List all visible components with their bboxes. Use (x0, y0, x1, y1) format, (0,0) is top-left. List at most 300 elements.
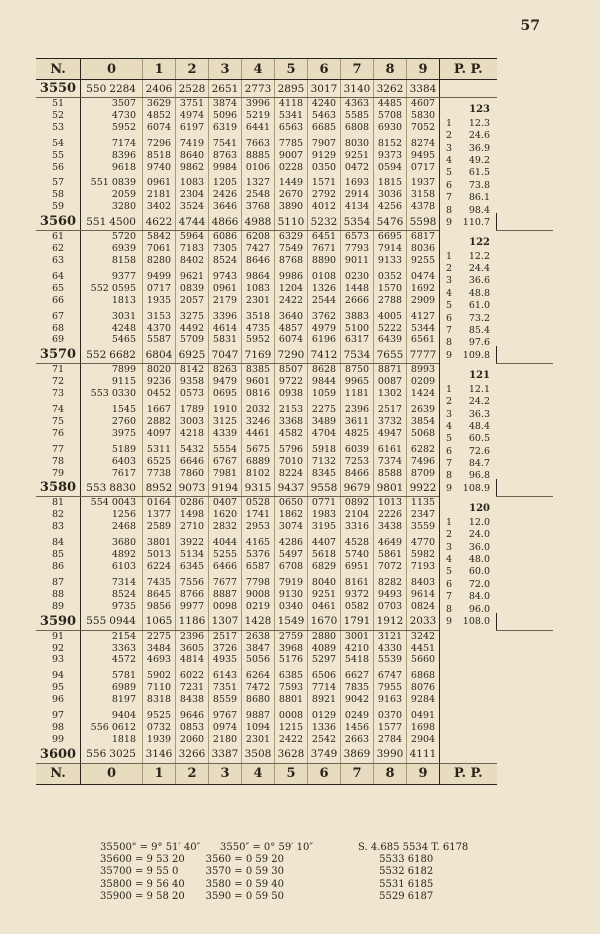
mantissa-cell: 2181 (143, 189, 176, 201)
mantissa-cell: 6022 (176, 666, 209, 682)
row-number: 59 (36, 201, 81, 213)
logarithm-table (36, 58, 553, 785)
pp-value: 36.3 (468, 408, 490, 420)
proportional-parts-cell (440, 231, 497, 364)
mantissa-cell: 2914 (341, 189, 374, 201)
mantissa-cell: 1791 (341, 613, 374, 631)
mantissa-cell: 4118 (275, 98, 308, 110)
mantissa-cell: 9965 (341, 376, 374, 388)
mantissa-cell: 9767 (209, 706, 242, 722)
pp-multiplier: 9 (446, 217, 453, 229)
mantissa-value: 7314 (111, 576, 136, 588)
pp-value: 60.0 (468, 566, 490, 578)
row-number: 61 (36, 231, 81, 243)
mantissa-cell: 0853 (176, 722, 209, 734)
mantissa-value: 0944 (109, 615, 136, 628)
mantissa-cell: 0974 (209, 722, 242, 734)
mantissa-cell: 8438 (176, 694, 209, 706)
mantissa-cell: 3968 (275, 643, 308, 655)
mantissa-cell: 1186 (176, 613, 209, 631)
mantissa-cell: 7132 (308, 456, 341, 468)
row-number: 68 (36, 323, 81, 335)
header-pp: P. P. (440, 59, 497, 80)
first-digit-cell (81, 666, 143, 682)
mantissa-cell: 4044 (209, 533, 242, 549)
pp-value: 86.1 (468, 192, 490, 204)
pp-value: 12.0 (468, 516, 490, 528)
mantissa-cell: 7231 (176, 682, 209, 694)
mantissa-cell: 7052 (407, 122, 440, 134)
pp-empty-cell (497, 346, 554, 364)
mantissa-cell: 2057 (176, 295, 209, 307)
mantissa-cell: 1181 (341, 388, 374, 400)
footer-line (100, 842, 520, 854)
first-digit-cell (81, 573, 143, 589)
mantissa-cell: 5297 (308, 654, 341, 666)
row-number: 51 (36, 98, 81, 110)
mantissa-prefix: 553 (90, 388, 109, 400)
row-number: 72 (36, 376, 81, 388)
mantissa-cell: 8871 (374, 364, 407, 376)
mantissa-cell: 7296 (143, 134, 176, 150)
pp-multiplier: 8 (446, 204, 453, 216)
mantissa-cell: 4979 (308, 323, 341, 335)
mantissa-cell: 5708 (374, 110, 407, 122)
mantissa-cell: 7556 (176, 573, 209, 589)
proportional-parts-block (446, 237, 496, 362)
mantissa-cell: 3629 (143, 98, 176, 110)
pp-empty-cell (440, 682, 497, 694)
first-digit-cell (81, 307, 143, 323)
mantissa-cell: 1327 (242, 173, 275, 189)
mantissa-cell: 5598 (407, 213, 440, 231)
mantissa-cell: 3316 (341, 521, 374, 533)
mantissa-cell: 2032 (242, 400, 275, 416)
first-digit-cell (81, 694, 143, 706)
mantissa-cell: 9621 (176, 267, 209, 283)
mantissa-cell: 9493 (374, 589, 407, 601)
mantissa-cell: 5675 (242, 440, 275, 456)
footer-line (100, 854, 520, 866)
header-digit: 4 (242, 59, 275, 80)
row-number: 3590 (36, 613, 81, 631)
mantissa-cell: 3646 (209, 201, 242, 213)
mantissa-value: 5465 (111, 334, 136, 346)
mantissa-cell: 6317 (341, 334, 374, 346)
mantissa-cell: 5344 (407, 323, 440, 335)
pp-empty-cell (440, 666, 497, 682)
pp-empty-cell (497, 213, 554, 231)
mantissa-cell: 7655 (374, 346, 407, 364)
table-row (36, 497, 553, 509)
row-number: 3600 (36, 746, 81, 764)
mantissa-value: 4500 (109, 215, 136, 228)
mantissa-cell: 7785 (275, 134, 308, 150)
mantissa-cell: 9558 (308, 479, 341, 497)
mantissa-cell: 3262 (374, 80, 407, 98)
s-t-values: 5533 6180 (379, 854, 434, 866)
mantissa-cell: 0528 (242, 497, 275, 509)
pp-empty-cell (440, 734, 497, 746)
mantissa-cell: 2953 (242, 521, 275, 533)
mantissa-cell: 7593 (275, 682, 308, 694)
mantissa-cell: 8280 (143, 255, 176, 267)
mantissa-cell: 0286 (176, 497, 209, 509)
mantissa-cell: 7955 (374, 682, 407, 694)
mantissa-cell: 6086 (209, 231, 242, 243)
pp-row (446, 205, 496, 217)
pp-value: 96.0 (468, 603, 490, 615)
mantissa-cell: 5110 (275, 213, 308, 231)
mantissa-prefix: 550 (86, 82, 107, 95)
first-digit-cell (81, 479, 143, 497)
mantissa-cell: 1983 (308, 509, 341, 521)
pp-row (446, 470, 496, 482)
mantissa-prefix: 551 (90, 177, 109, 189)
arc-seconds-value: 35700 = 9 55 0 (100, 866, 179, 878)
mantissa-cell: 9499 (143, 267, 176, 283)
mantissa-cell: 4744 (176, 213, 209, 231)
mantissa-cell: 7541 (209, 134, 242, 150)
mantissa-cell: 2517 (374, 400, 407, 416)
pp-row (446, 180, 496, 192)
mantissa-cell: 7290 (275, 346, 308, 364)
row-number: 52 (36, 110, 81, 122)
mantissa-cell: 2710 (176, 521, 209, 533)
mantissa-cell: 0350 (308, 162, 341, 174)
pp-multiplier: 4 (446, 420, 453, 432)
pp-value: 60.5 (468, 433, 490, 445)
mantissa-value: 0330 (111, 388, 136, 400)
mantissa-cell: 4286 (275, 533, 308, 549)
mantissa-cell: 0732 (143, 722, 176, 734)
row-number: 92 (36, 643, 81, 655)
mantissa-cell: 3751 (176, 98, 209, 110)
mantissa-cell: 8274 (407, 134, 440, 150)
mantissa-cell: 6708 (275, 561, 308, 573)
first-digit-cell (81, 283, 143, 295)
pp-multiplier: 1 (446, 250, 453, 262)
mantissa-cell: 2226 (374, 509, 407, 521)
pp-row (446, 325, 496, 337)
mantissa-cell: 3001 (341, 630, 374, 642)
mantissa-cell: 4461 (242, 428, 275, 440)
first-digit-cell (81, 630, 143, 642)
mantissa-cell: 7253 (341, 456, 374, 468)
mantissa-cell: 1549 (275, 613, 308, 631)
first-digit-cell (81, 601, 143, 613)
first-digit-cell (81, 613, 143, 631)
pp-value: 61.5 (468, 167, 490, 179)
pp-multiplier: 6 (446, 312, 453, 324)
pp-difference: 122 (469, 236, 490, 248)
row-number: 82 (36, 509, 81, 521)
mantissa-cell: 1059 (308, 388, 341, 400)
mantissa-cell: 9614 (407, 589, 440, 601)
mantissa-cell: 7793 (341, 243, 374, 255)
mantissa-cell: 9722 (275, 376, 308, 388)
mantissa-cell: 1698 (407, 722, 440, 734)
pp-multiplier: 6 (446, 445, 453, 457)
mantissa-value: 5952 (111, 121, 136, 133)
mantissa-cell: 2904 (407, 734, 440, 746)
mantissa-cell: 4330 (374, 643, 407, 655)
mantissa-cell: 3854 (407, 416, 440, 428)
mantissa-cell: 1424 (407, 388, 440, 400)
first-digit-cell (81, 173, 143, 189)
row-number: 58 (36, 189, 81, 201)
mantissa-cell: 9437 (275, 479, 308, 497)
mantissa-prefix: 556 (86, 748, 107, 761)
first-digit-cell (81, 746, 143, 764)
mantissa-cell: 6506 (308, 666, 341, 682)
mantissa-cell: 0771 (308, 497, 341, 509)
mantissa-cell: 1302 (374, 388, 407, 400)
mantissa-cell: 5587 (143, 334, 176, 346)
mantissa-cell: 1862 (275, 509, 308, 521)
mantissa-cell: 1692 (407, 283, 440, 295)
mantissa-cell: 4111 (407, 746, 440, 764)
mantissa-cell: 4218 (176, 428, 209, 440)
mantissa-cell: 6441 (242, 122, 275, 134)
footer-digit: 0 (81, 763, 143, 784)
mantissa-cell: 6074 (143, 122, 176, 134)
pp-value: 108.9 (462, 482, 490, 494)
mantissa-cell: 3121 (374, 630, 407, 642)
first-digit-cell (81, 213, 143, 231)
mantissa-cell: 2396 (176, 630, 209, 642)
row-number: 3560 (36, 213, 81, 231)
mantissa-cell: 4240 (308, 98, 341, 110)
mantissa-cell: 5497 (275, 549, 308, 561)
mantissa-cell: 7374 (374, 456, 407, 468)
mantissa-cell: 0209 (407, 376, 440, 388)
mantissa-cell: 3890 (275, 201, 308, 213)
mantissa-cell: 6804 (143, 346, 176, 364)
pp-multiplier: 3 (446, 541, 453, 553)
pp-empty-cell (440, 722, 497, 734)
row-number: 65 (36, 283, 81, 295)
mantissa-cell: 8385 (242, 364, 275, 376)
row-number: 66 (36, 295, 81, 307)
mantissa-cell: 3996 (242, 98, 275, 110)
mantissa-cell: 2544 (308, 295, 341, 307)
mantissa-cell: 8993 (407, 364, 440, 376)
mantissa-cell: 1456 (341, 722, 374, 734)
mantissa-cell: 8345 (308, 468, 341, 480)
mantissa-cell: 2528 (176, 80, 209, 98)
mantissa-cell: 9194 (209, 479, 242, 497)
mantissa-cell: 1307 (209, 613, 242, 631)
mantissa-value: 0612 (111, 721, 136, 733)
pp-value: 98.4 (468, 204, 490, 216)
footer-digit: 6 (308, 763, 341, 784)
mantissa-cell: 8952 (143, 479, 176, 497)
mantissa-cell: 9977 (176, 601, 209, 613)
mantissa-cell: 8224 (275, 468, 308, 480)
pp-row (446, 192, 496, 204)
mantissa-cell: 1620 (209, 509, 242, 521)
pp-empty-cell (440, 654, 497, 666)
mantissa-value: 4730 (111, 109, 136, 121)
pp-row (446, 566, 496, 578)
mantissa-value: 2284 (109, 82, 136, 95)
mantissa-value: 6103 (111, 561, 136, 572)
mantissa-cell: 3125 (209, 416, 242, 428)
mantissa-cell: 5013 (143, 549, 176, 561)
mantissa-cell: 6208 (242, 231, 275, 243)
mantissa-cell: 9236 (143, 376, 176, 388)
mantissa-cell: 8040 (308, 573, 341, 589)
mantissa-cell: 6039 (341, 440, 374, 456)
mantissa-cell: 2179 (209, 295, 242, 307)
mantissa-cell: 3732 (374, 416, 407, 428)
mantissa-value: 2059 (111, 189, 136, 201)
pp-empty-cell (440, 694, 497, 706)
mantissa-cell: 9133 (374, 255, 407, 267)
pp-value: 84.7 (468, 458, 490, 470)
mantissa-cell: 4649 (374, 533, 407, 549)
proportional-parts-cell (440, 497, 497, 630)
mantissa-cell: 2670 (275, 189, 308, 201)
mantissa-cell: 6525 (143, 456, 176, 468)
pp-row (446, 421, 496, 433)
mantissa-cell: 9801 (374, 479, 407, 497)
mantissa-cell: 6627 (341, 666, 374, 682)
pp-row (446, 446, 496, 458)
pp-row (446, 554, 496, 566)
mantissa-cell: 5952 (242, 334, 275, 346)
pp-multiplier: 4 (446, 287, 453, 299)
mantissa-cell: 8152 (374, 134, 407, 150)
pp-value: 109.8 (462, 349, 490, 361)
row-number: 93 (36, 654, 81, 666)
row-number: 98 (36, 722, 81, 734)
mantissa-cell: 5219 (242, 110, 275, 122)
pp-multiplier: 5 (446, 300, 453, 312)
mantissa-cell: 8709 (407, 468, 440, 480)
table-row (36, 706, 553, 722)
pp-row (446, 350, 496, 362)
mantissa-cell: 4825 (341, 428, 374, 440)
mantissa-cell: 9601 (242, 376, 275, 388)
mantissa-cell: 7919 (275, 573, 308, 589)
mantissa-cell: 6561 (407, 334, 440, 346)
row-number: 3570 (36, 346, 81, 364)
mantissa-value: 9618 (111, 161, 136, 173)
mantissa-value: 8396 (111, 149, 136, 161)
mantissa-cell: 1498 (176, 509, 209, 521)
pp-row (446, 433, 496, 445)
mantissa-cell: 5830 (407, 110, 440, 122)
row-number: 64 (36, 267, 81, 283)
mantissa-cell: 5096 (209, 110, 242, 122)
mantissa-cell: 7777 (407, 346, 440, 364)
first-digit-cell (81, 734, 143, 746)
pp-multiplier: 2 (446, 529, 453, 541)
table-row (36, 682, 553, 694)
mantissa-cell: 4363 (341, 98, 374, 110)
mantissa-cell: 6587 (242, 561, 275, 573)
first-digit-cell (81, 722, 143, 734)
row-number: 57 (36, 173, 81, 189)
mantissa-cell: 4407 (308, 533, 341, 549)
pp-value: 85.4 (468, 324, 490, 336)
mantissa-cell: 8263 (209, 364, 242, 376)
mantissa-value: 2468 (111, 521, 136, 533)
mantissa-cell: 3438 (374, 521, 407, 533)
mantissa-cell: 9129 (308, 150, 341, 162)
mantissa-cell: 0938 (275, 388, 308, 400)
mantissa-cell: 6074 (275, 334, 308, 346)
mantissa-cell: 4165 (242, 533, 275, 549)
mantissa-cell: 3396 (209, 307, 242, 323)
mantissa-cell: 8763 (209, 150, 242, 162)
mantissa-cell: 6767 (209, 456, 242, 468)
mantissa-cell: 6573 (341, 231, 374, 243)
pp-empty-cell (497, 479, 554, 497)
footer-digit: 5 (275, 763, 308, 784)
footer-digit: 7 (341, 763, 374, 784)
row-number: 86 (36, 561, 81, 573)
mantissa-cell: 5176 (275, 654, 308, 666)
mantissa-cell: 4622 (143, 213, 176, 231)
mantissa-cell: 0164 (143, 497, 176, 509)
row-number: 96 (36, 694, 81, 706)
pp-empty-cell (440, 746, 497, 764)
mantissa-cell: 9856 (143, 601, 176, 613)
first-digit-cell (81, 376, 143, 388)
mantissa-cell: 6161 (374, 440, 407, 456)
mantissa-cell: 3146 (143, 746, 176, 764)
mantissa-cell: 1815 (374, 173, 407, 189)
first-digit-cell (81, 98, 143, 110)
first-digit-cell (81, 267, 143, 283)
mantissa-prefix: 554 (90, 497, 109, 509)
mantissa-cell: 1570 (374, 283, 407, 295)
mantissa-cell: 4988 (242, 213, 275, 231)
mantissa-cell: 2895 (275, 80, 308, 98)
mantissa-cell: 9163 (374, 694, 407, 706)
first-digit-cell (81, 561, 143, 573)
row-number: 81 (36, 497, 81, 509)
mantissa-cell: 6197 (176, 122, 209, 134)
header-digit: 0 (81, 59, 143, 80)
footer-digit: 4 (242, 763, 275, 784)
first-digit-cell (81, 150, 143, 162)
pp-row (446, 130, 496, 142)
mantissa-cell: 0461 (308, 601, 341, 613)
arc-seconds-value: 35600 = 9 53 20 (100, 854, 185, 866)
mantissa-cell: 3628 (275, 746, 308, 764)
mantissa-cell: 7419 (176, 134, 209, 150)
mantissa-cell: 5432 (176, 440, 209, 456)
header-row (36, 59, 553, 80)
mantissa-cell: 9743 (209, 267, 242, 283)
footer-digit: 2 (176, 763, 209, 784)
mantissa-cell: 0129 (308, 706, 341, 722)
pp-value: 12.1 (468, 383, 490, 395)
mantissa-cell: 1083 (242, 283, 275, 295)
mantissa-cell: 7981 (209, 468, 242, 480)
pp-row (446, 313, 496, 325)
header-digit: 7 (341, 59, 374, 80)
mantissa-cell: 1013 (374, 497, 407, 509)
mantissa-prefix: 552 (90, 282, 109, 294)
mantissa-cell: 4378 (407, 201, 440, 213)
mantissa-cell: 1448 (341, 283, 374, 295)
mantissa-cell: 2589 (143, 521, 176, 533)
